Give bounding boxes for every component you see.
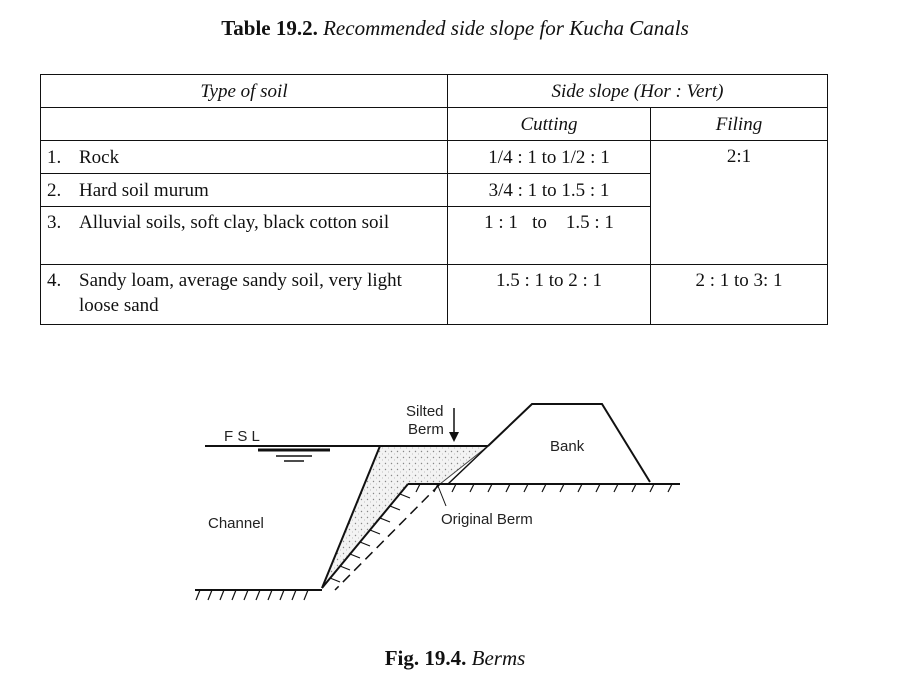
row-number: 3. [47,212,62,233]
ground-hatch-right [416,484,672,492]
figure-caption [0,646,910,671]
fsl-label: F S L [224,428,260,445]
row-number: 4. [47,270,62,291]
berm-label: Berm [408,421,444,438]
figure-caption-number: Fig. 19.4. [384,646,467,670]
cutting-cell: 3/4 : 1 to 1.5 : 1 [448,174,651,207]
filling-cell: 2:1 [651,141,828,265]
channel-label: Channel [208,515,264,532]
header-side-slope: Side slope (Hor : Vert) [448,75,828,108]
header-type-of-soil: Type of soil [41,75,448,108]
soil-type: Sandy loam, average sandy soil, very light loose sand [79,270,402,316]
silted-label: Silted [406,403,444,420]
figure-caption-text: Berms [471,646,526,670]
soil-type: Hard soil murum [79,179,209,201]
cutting-cell: 1/4 : 1 to 1/2 : 1 [448,141,651,174]
ground-hatch-left [196,590,308,600]
filling-cell: 2 : 1 to 3: 1 [651,265,828,325]
row-number: 2. [47,179,62,201]
table-caption-number: Table 19.2. [221,16,318,40]
cutting-cell: 1.5 : 1 to 2 : 1 [448,265,651,325]
bank-label: Bank [550,438,585,455]
original-berm-label: Original Berm [441,511,533,528]
table-caption-text: Recommended side slope for Kucha Canals [323,16,689,40]
soil-type: Alluvial soils, soft clay, black cotton soil [79,212,390,233]
silted-berm-arrow-icon [449,408,459,442]
row-number: 1. [47,146,62,168]
water-level-symbol [258,450,330,461]
cutting-cell: 1 : 1 to 1.5 : 1 [448,207,651,265]
soil-type: Rock [79,146,120,168]
header-cutting: Cutting [448,108,651,141]
original-berm-pointer [438,486,446,506]
header-filling: Filing [651,108,828,141]
